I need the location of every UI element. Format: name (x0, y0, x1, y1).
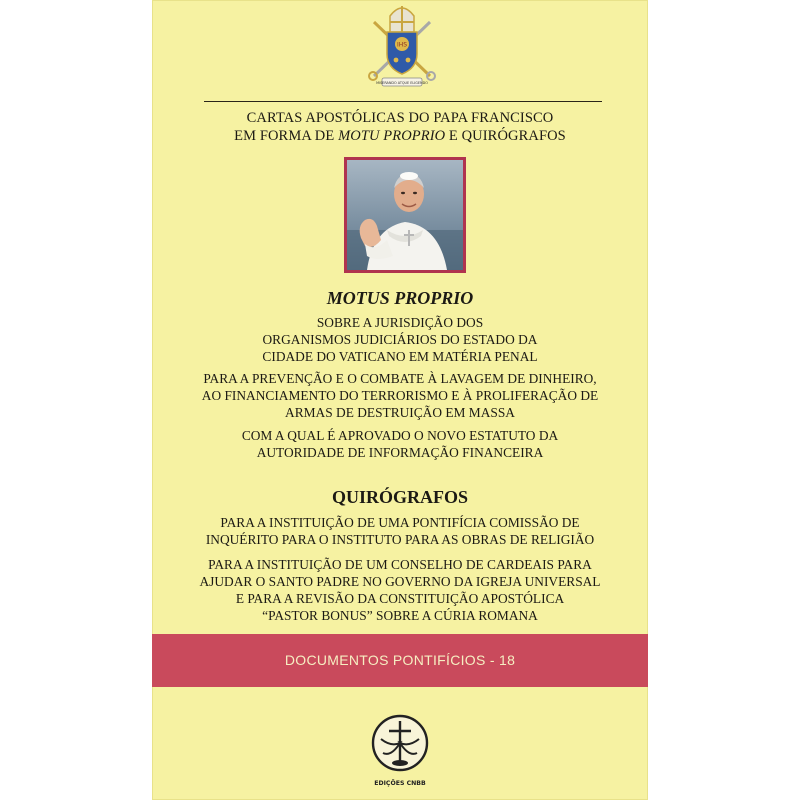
papal-coat-of-arms-icon (368, 2, 436, 92)
publisher-name: EDIÇÕES CNBB (374, 780, 426, 787)
motus-item-1: SOBRE A JURISDIÇÃO DOS ORGANISMOS JUDICIÁRIOS DO ESTADO DA CIDADE DO VATICANO EM MATÉRIA PENAL (262, 315, 538, 364)
coat-motto: MISERANDO ATQUE ELIGENDO (376, 80, 428, 85)
book-cover (152, 0, 648, 800)
cover-header (152, 109, 648, 145)
header-italic: MOTU PROPRIO (338, 128, 446, 144)
motus-proprio-title: MOTUS PROPRIO (326, 288, 474, 308)
series-label: DOCUMENTOS PONTIFÍCIOS - 18 (284, 652, 516, 668)
quirografo-item-2: PARA A INSTITUIÇÃO DE UM CONSELHO DE CARDEAIS PARA AJUDAR O SANTO PADRE NO GOVERNO DA IGREJA UNIVERSAL E PARA A REVISÃO DA CONSTITUIÇÃO APOSTÓLICA “PASTOR BONUS” SOBRE A CÚRIA ROMANA (199, 557, 601, 623)
quirografo-item-1: PARA A INSTITUIÇÃO DE UMA PONTIFÍCIA COMISSÃO DE INQUÉRITO PARA O INSTITUTO PARA AS OBRAS DE RELIGIÃO (205, 515, 595, 547)
coat-emblem: IHS (396, 41, 408, 49)
motus-item-3: COM A QUAL É APROVADO O NOVO ESTATUTO DA AUTORIDADE DE INFORMAÇÃO FINANCEIRA (241, 428, 559, 460)
quirografos-title: QUIRÓGRAFOS (331, 487, 468, 507)
motus-item-2: PARA A PREVENÇÃO E O COMBATE À LAVAGEM DE DINHEIRO, AO FINANCIAMENTO DO TERRORISMO E À PROLIFERAÇÃO DE ARMAS DE DESTRUIÇÃO EM MASSA (201, 371, 599, 420)
header-line-1: CARTAS APOSTÓLICAS DO PAPA FRANCISCO (246, 110, 554, 126)
cnbb-logo-icon (369, 713, 431, 789)
pope-photo (344, 157, 466, 273)
header-line-2: EM FORMA DE MOTU PROPRIO E QUIRÓGRAFOS (234, 128, 566, 144)
header-rule (204, 101, 602, 102)
